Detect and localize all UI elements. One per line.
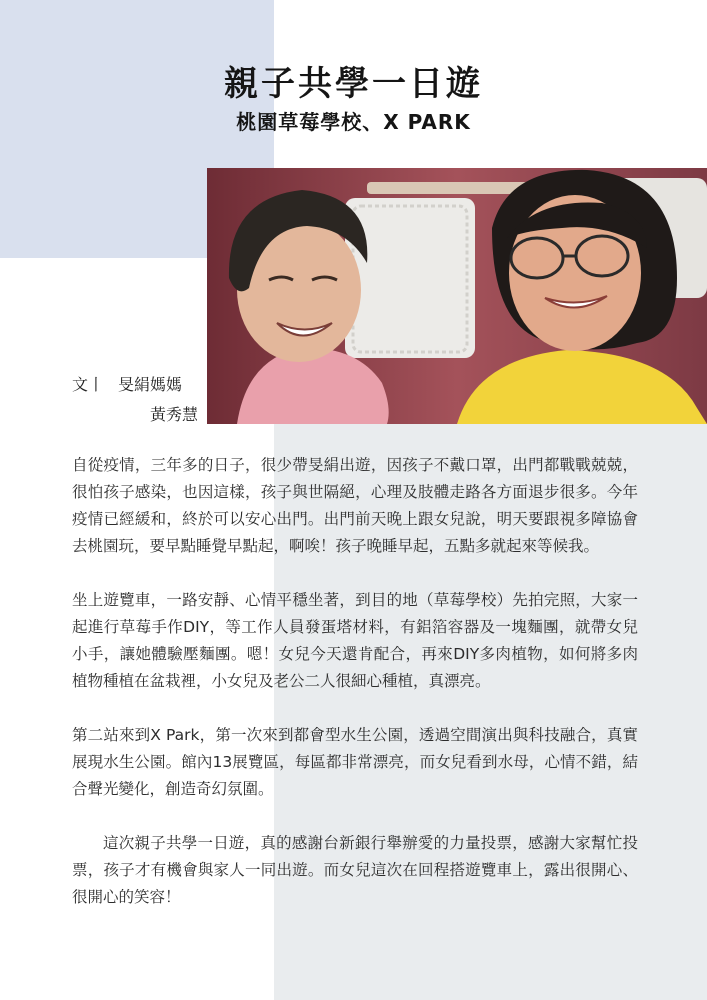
photo-illustration	[207, 168, 707, 424]
article-paragraph-3: 第二站來到X Park，第一次來到都會型水生公園，透過空間演出與科技融合，真實展現水生公園。館內13展覽區，每區都非常漂亮，而女兒看到水母，心情不錯，結合聲光變化，創造奇幻氛圍。	[72, 726, 638, 798]
page-subtitle: 桃園草莓學校、X PARK	[236, 110, 471, 134]
byline-author-primary: 旻絹媽媽	[118, 375, 183, 394]
byline-label: 文丨	[72, 375, 105, 394]
article-paragraph-1: 自從疫情，三年多的日子，很少帶旻絹出遊，因孩子不戴口罩，出門都戰戰兢兢，很怕孩子感染，也因這樣，孩子與世隔絕，心理及肢體走路各方面退步很多。今年疫情已經緩和，終於可以安心出門。出門前天晚上跟女兒說，明天要跟視多障協會去桃園玩，要早點睡覺早點起，啊唉！孩子晚睡早起，五點多就起來等候我。	[72, 456, 638, 555]
page-title: 親子共學一日遊	[224, 64, 483, 104]
selfie-photo	[207, 168, 707, 424]
article-paragraph-2: 坐上遊覽車，一路安靜、心情平穩坐著，到目的地（草莓學校）先拍完照，大家一起進行草莓手作DIY，等工作人員發蛋塔材料，有鋁箔容器及一塊麵團，就帶女兒小手，讓她體驗壓麵團。嗯！女兒今天還肯配合，再來DIY多肉植物，如何將多肉植物種植在盆栽裡，小女兒及老公二人很細心種植，真漂亮。	[72, 591, 638, 690]
article-body	[72, 452, 638, 938]
byline-author-name: 黃秀慧	[149, 405, 198, 424]
article-paragraph-4: 這次親子共學一日遊，真的感謝台新銀行舉辦愛的力量投票，感謝大家幫忙投票，孩子才有機會與家人一同出遊。而女兒這次在回程搭遊覽車上，露出很開心、很開心的笑容！	[72, 834, 638, 906]
byline	[72, 370, 198, 430]
